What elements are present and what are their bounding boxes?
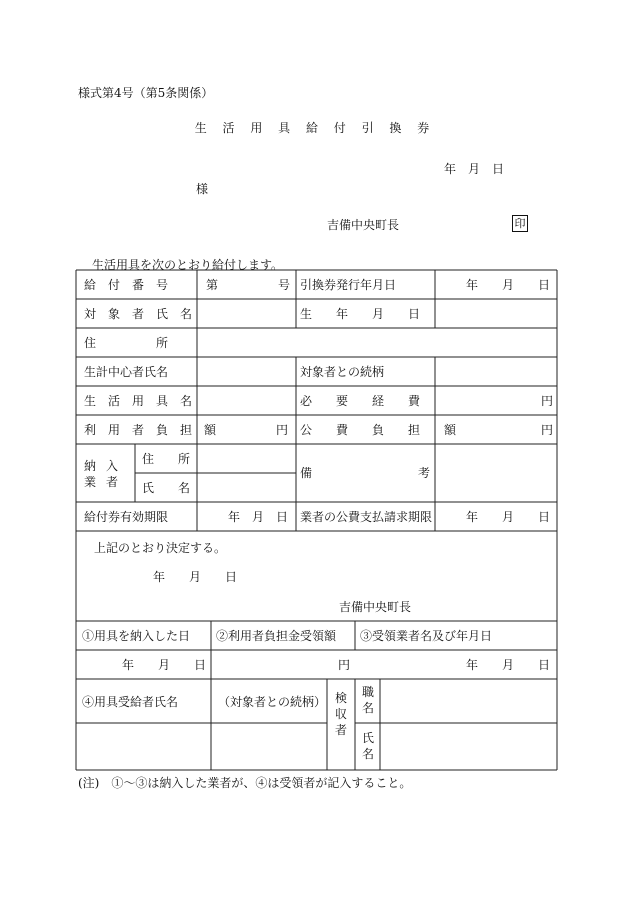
label-seikei: 生計中心者氏名 (84, 365, 169, 379)
field-nonyu-date: 年 月 日 (122, 658, 207, 672)
intro-text: 生活用具を次のとおり給付します。 (92, 258, 284, 272)
label-hitsuyo: 必 要 経 費 (300, 394, 421, 408)
col-header-4: ④用具受給者氏名 (82, 695, 179, 709)
mayor-name: 吉備中央町長 (327, 218, 400, 232)
label-nonyu-gyosha: 納入業者 (84, 459, 129, 489)
unit-yen-juryo: 円 (338, 658, 351, 672)
field-hakko-date: 年 月 日 (466, 278, 551, 292)
col-header-1: ①用具を納入した日 (82, 629, 191, 643)
unit-yen-kohi: 円 (541, 423, 554, 437)
label-kohi: 公 費 負 担 額 (300, 423, 457, 437)
label-riyosha: 利 用 者 負 担 額 (84, 423, 217, 437)
seal-stamp: 印 (512, 215, 528, 232)
label-jusho: 住 所 (84, 336, 169, 350)
label-hakko-date: 引換券発行年月日 (300, 278, 397, 292)
field-juryo-date: 年 月 日 (466, 658, 551, 672)
label-seinengappi: 生 年 月 日 (300, 307, 421, 321)
field-dai-go: 第 号 (206, 278, 291, 292)
label-kenshusha: 検収者 (334, 691, 347, 737)
footnote: (注) ①～③は納入した業者が、④は受領者が記入すること。 (78, 776, 412, 790)
label-sub-shimei: 氏 名 (142, 481, 191, 495)
decision-date: 年 月 日 (153, 570, 238, 584)
addressee-suffix: 様 (196, 182, 209, 196)
label-shimei: 氏名 (361, 731, 374, 761)
field-kigen-date: 年 月 日 (228, 510, 289, 524)
label-zokugara: 対象者との続柄 (300, 365, 385, 379)
label-yogumei: 生 活 用 具 名 (84, 394, 193, 408)
col-header-3: ③受領業者名及び年月日 (360, 629, 493, 643)
form-number: 様式第4号（第5条関係） (78, 86, 214, 100)
unit-yen-riyosha: 円 (276, 423, 289, 437)
document-title: 生 活 用 具 給 付 引 換 券 (194, 121, 436, 135)
col-header-2: ②利用者負担金受領額 (216, 629, 337, 643)
label-kyufu-bango: 給 付 番 号 (84, 278, 169, 292)
decision-mayor: 吉備中央町長 (339, 600, 412, 614)
label-shokumei: 職名 (361, 685, 374, 715)
label-biko-2: 考 (418, 466, 431, 480)
label-sub-jusho: 住 所 (142, 452, 191, 466)
label-taishosha: 対 象 者 氏 名 (84, 307, 193, 321)
field-seikyu-date: 年 月 日 (466, 510, 551, 524)
label-biko-1: 備 (300, 466, 313, 480)
label-yuko-kigen: 給付券有効期限 (84, 510, 169, 524)
label-seikyu-kigen: 業者の公費支払請求期限 (300, 510, 433, 524)
issue-date: 年 月 日 (444, 162, 505, 176)
col-header-4-paren: （対象者との続柄） (218, 695, 327, 709)
decision-text: 上記のとおり決定する。 (94, 541, 227, 555)
unit-yen-hitsuyo: 円 (541, 394, 554, 408)
